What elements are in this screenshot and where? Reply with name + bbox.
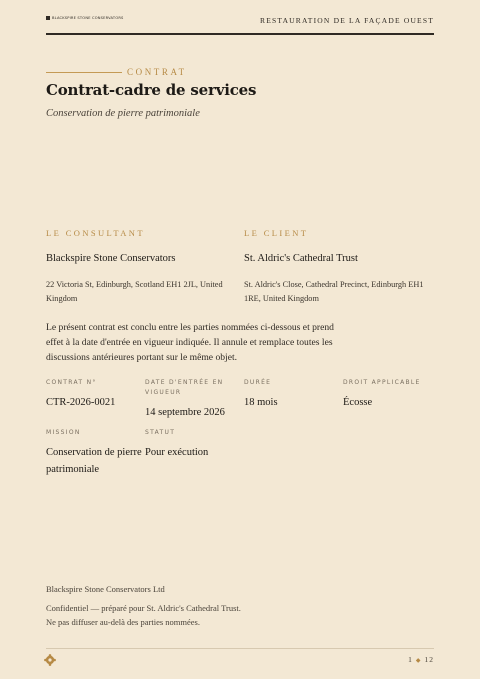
page-current: 1 bbox=[408, 655, 413, 664]
firm-logo-icon bbox=[46, 16, 50, 20]
page-indicator bbox=[408, 655, 434, 664]
field-duration bbox=[244, 378, 340, 411]
field-value: CTR-2026-0021 bbox=[46, 397, 116, 408]
document-title: Contrat-cadre de services bbox=[46, 81, 257, 99]
kicker-rule bbox=[46, 72, 122, 73]
party-consultant bbox=[46, 228, 238, 305]
field-mission bbox=[46, 428, 142, 478]
intro-paragraph: Le présent contrat est conclu entre les parties nommées ci-dessous et prend effet à la date d'entrée en vigueur indiquée. Il annule et remplace toutes les discussions antérieures portant sur le même objet. bbox=[46, 322, 334, 363]
footer-divider bbox=[46, 648, 434, 649]
confidential-line-2: Ne pas diffuser au-delà des parties nommées. bbox=[46, 616, 200, 627]
field-governing-law bbox=[343, 378, 435, 411]
page-total: 12 bbox=[424, 655, 434, 664]
party-client bbox=[244, 228, 434, 305]
party-client-address: St. Aldric's Close, Cathedral Precinct, Edinburgh EH1 1RE, United Kingdom bbox=[244, 280, 424, 303]
field-label: DATE D'ENTRÉE EN VIGUEUR bbox=[145, 379, 224, 396]
document-subtitle: Conservation de pierre patrimoniale bbox=[46, 108, 200, 119]
party-consultant-label: LE CONSULTANT bbox=[46, 228, 145, 238]
field-label: DROIT APPLICABLE bbox=[343, 379, 421, 386]
field-label: STATUT bbox=[145, 429, 176, 436]
field-label: DURÉE bbox=[244, 379, 272, 386]
footer-confidential-notice bbox=[46, 602, 241, 629]
field-value: 18 mois bbox=[244, 397, 278, 408]
header-project-title: RESTAURATION DE LA FAÇADE OUEST bbox=[260, 16, 434, 25]
seal-icon bbox=[44, 654, 56, 666]
party-client-label: LE CLIENT bbox=[244, 228, 309, 238]
field-status bbox=[145, 428, 241, 461]
kicker-label: CONTRAT bbox=[127, 67, 187, 77]
field-value: Pour exécution bbox=[145, 447, 209, 458]
separator-dot-icon: ◆ bbox=[415, 658, 422, 664]
header-divider bbox=[46, 33, 434, 35]
field-label: CONTRAT N° bbox=[46, 379, 97, 386]
field-label: MISSION bbox=[46, 429, 81, 436]
header-firm-name: BLACKSPIRE STONE CONSERVATORS bbox=[52, 16, 124, 20]
field-value: Écosse bbox=[343, 397, 373, 408]
party-consultant-name: Blackspire Stone Conservators bbox=[46, 253, 176, 264]
footer-company: Blackspire Stone Conservators Ltd bbox=[46, 584, 165, 594]
field-value: 14 septembre 2026 bbox=[145, 407, 225, 418]
field-effective-date bbox=[145, 378, 241, 421]
header-firm-mark bbox=[46, 16, 124, 20]
document-kicker bbox=[46, 67, 187, 77]
field-value: Conservation de pierre patrimoniale bbox=[46, 447, 142, 475]
field-contract-number bbox=[46, 378, 142, 411]
party-consultant-address: 22 Victoria St, Edinburgh, Scotland EH1 2JL, United Kingdom bbox=[46, 280, 223, 303]
confidential-line-1: Confidentiel — préparé pour St. Aldric's Cathedral Trust. bbox=[46, 603, 241, 613]
party-client-name: St. Aldric's Cathedral Trust bbox=[244, 253, 358, 264]
